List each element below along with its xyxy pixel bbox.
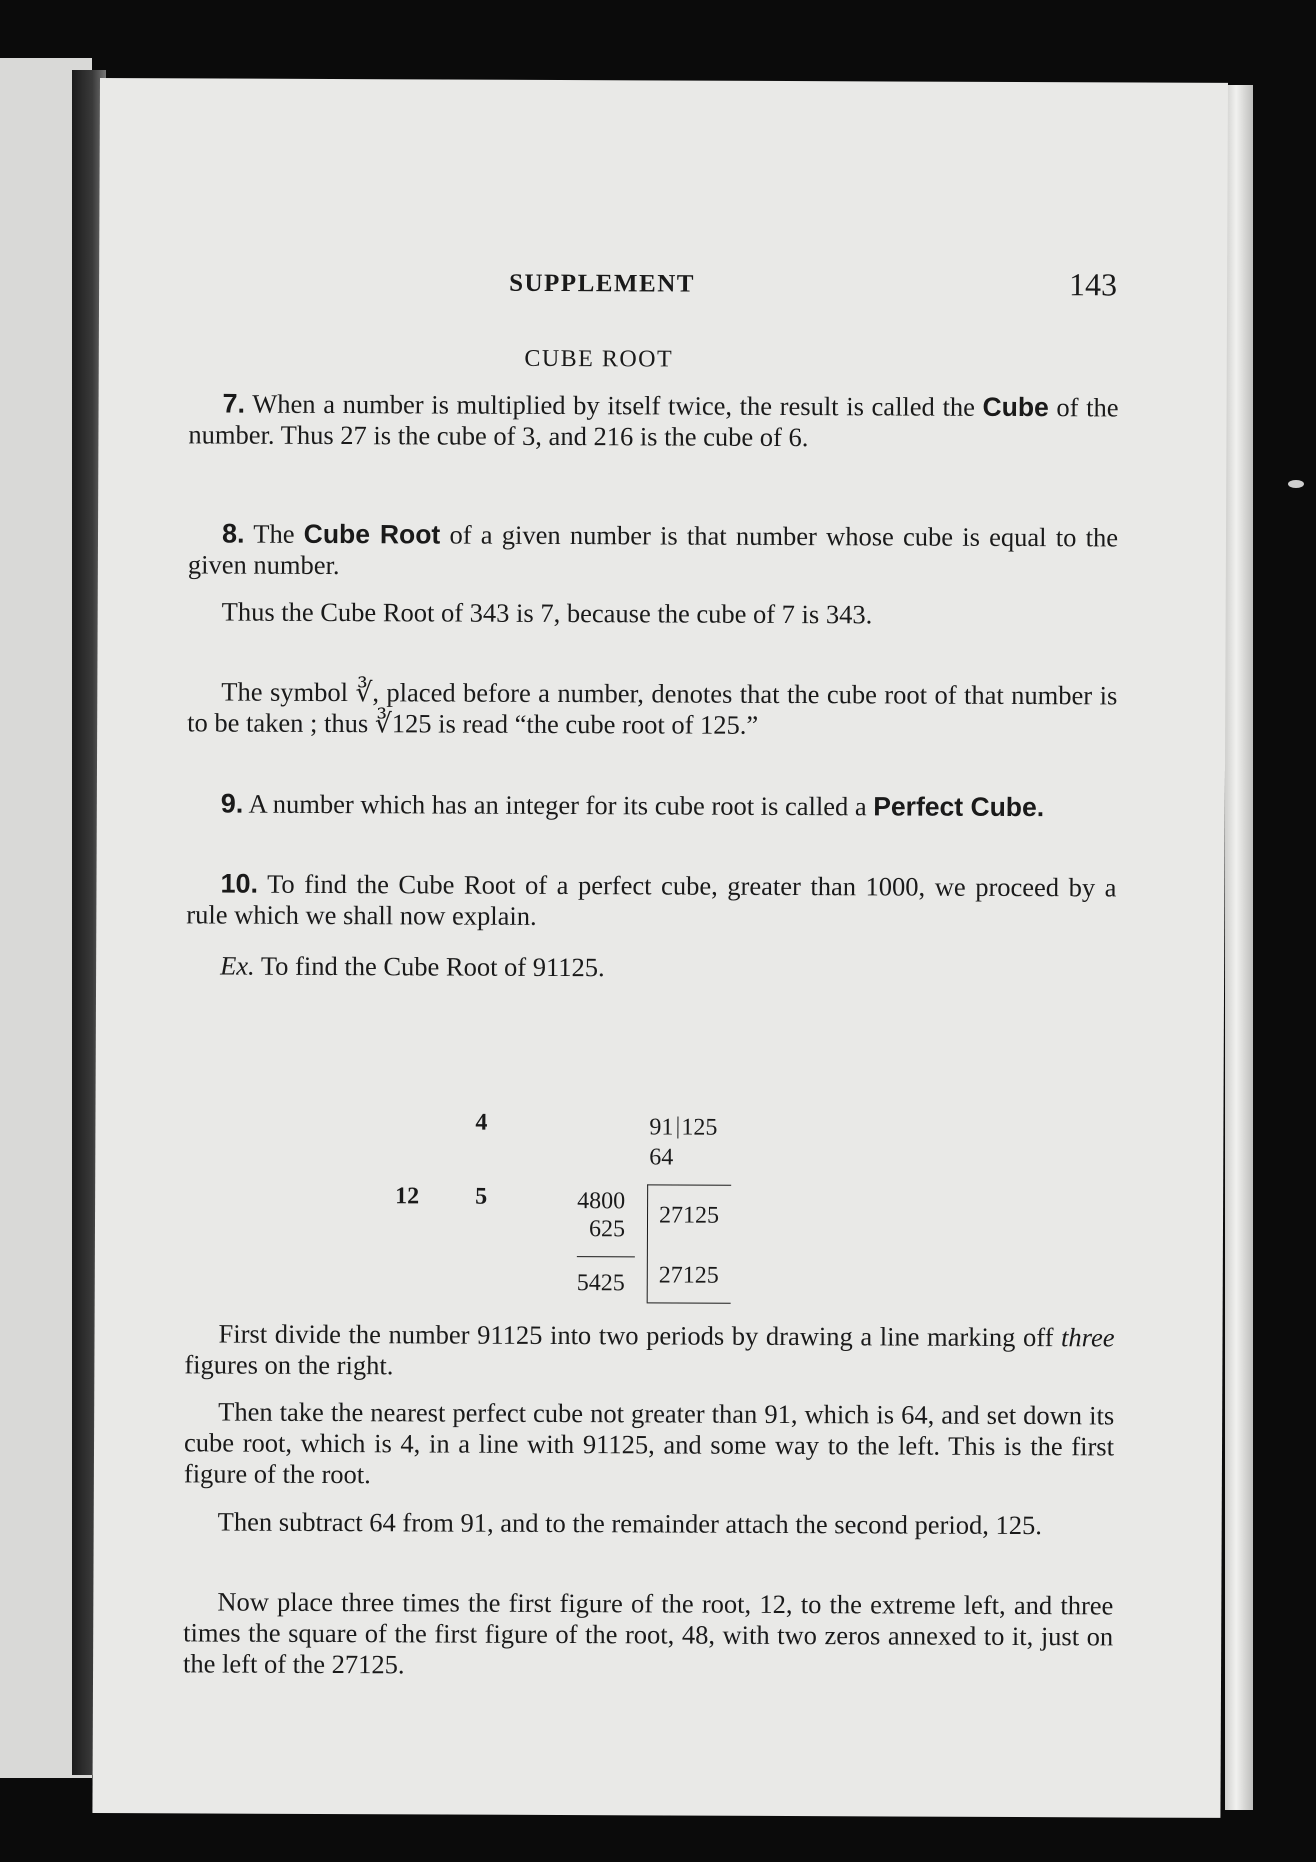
paragraph-text: The [244, 518, 304, 549]
worked-example [185, 1108, 1116, 1312]
scan-artifact [1288, 480, 1304, 488]
paragraph-text: A number which has an integer for its cube root is called a [243, 788, 874, 822]
paragraph-text: of a given number is that number whose cube is equal to the given number. [187, 519, 1119, 581]
paragraph-10 [186, 868, 1116, 934]
paragraph-text: To find the Cube Root of 91125. [254, 950, 605, 983]
example-line [186, 950, 1116, 985]
paragraph-number: 10. [220, 868, 259, 899]
defined-term: Cube [982, 391, 1049, 423]
remainder: 27125 [658, 1202, 720, 1229]
paragraph-number: 9. [220, 788, 244, 819]
final-rule [647, 1302, 731, 1303]
cube-root-symbol: ∛, [355, 677, 380, 708]
period-one: 91 [649, 1114, 674, 1141]
paragraph-symbol [187, 676, 1117, 742]
left-page-text-fragments [0, 58, 12, 1778]
cube-root-expression: ∛125 [374, 708, 432, 739]
paragraph-8 [188, 518, 1118, 584]
root-second-figure: 5 [475, 1183, 488, 1210]
period-two: 125 [681, 1114, 718, 1141]
section-title: CUBE ROOT [524, 345, 674, 373]
paragraph-number: 8. [221, 518, 245, 549]
paragraph-7 [188, 388, 1118, 454]
divisor-rule [577, 1256, 635, 1257]
paragraph-number: 7. [222, 388, 246, 419]
root-first-figure: 4 [475, 1109, 488, 1136]
addition-term: 625 [588, 1216, 626, 1243]
step-four: Now place three times the first figure of the root, 12, to the extreme left, and three times the square of the first figure of the root, 48, with two zeros annexed to it, just on the left of the 27125. [183, 1586, 1114, 1680]
three-times-first-figure: 12 [395, 1183, 420, 1210]
example-label: Ex. [220, 950, 255, 981]
paragraph-text: First divide the number 91125 into two periods by drawing a line marking off [218, 1318, 1062, 1353]
complete-divisor: 5425 [576, 1270, 625, 1297]
paragraph-text: The symbol [221, 676, 356, 708]
first-subtraction: 64 [649, 1144, 674, 1171]
page-number: 143 [1069, 266, 1118, 303]
paragraph-text: To find the Cube Root of a perfect cube, greater than 1000, we proceed by a rule which we shall now explain. [186, 868, 1117, 931]
step-two: Then take the nearest perfect cube not greater than 91, which is 64, and set down its cube root, which is 4, in a line with 91125, and some way to the left. This is the first figure of the root. [183, 1396, 1115, 1490]
running-title: SUPPLEMENT [509, 269, 696, 298]
paragraph-text: placed before a number, denotes that the cube root of that number is to be taken ; thus [187, 677, 1118, 739]
italic-word: three [1060, 1322, 1115, 1353]
product: 27125 [658, 1262, 719, 1289]
defined-term: Perfect Cube. [873, 791, 1045, 823]
book-page [92, 78, 1228, 1818]
period-separator [677, 1117, 678, 1139]
remainder-top-rule [647, 1184, 731, 1185]
trial-divisor: 4800 [577, 1188, 626, 1215]
page-stack-edge [1225, 85, 1253, 1810]
step-three: Then subtract 64 from 91, and to the remainder attach the second period, 125. [217, 1506, 1042, 1541]
paragraph-8-example: Thus the Cube Root of 343 is 7, because the cube of 7 is 343. [221, 596, 873, 630]
page-header [189, 268, 1119, 312]
page-content [183, 78, 1120, 1680]
paragraph-text: figures on the right. [184, 1349, 394, 1381]
division-bracket [647, 1184, 649, 1302]
paragraph-text: When a number is multiplied by itself twice, the result is called the [245, 388, 983, 422]
paragraph-9 [187, 788, 1117, 823]
defined-term: Cube Root [303, 518, 441, 550]
paragraph-text: is read “the cube root of 125.” [431, 708, 759, 740]
step-one [184, 1318, 1114, 1384]
paragraph-text: of the number. Thus 27 is the cube of 3, and 216 is the cube of 6. [188, 392, 1119, 453]
